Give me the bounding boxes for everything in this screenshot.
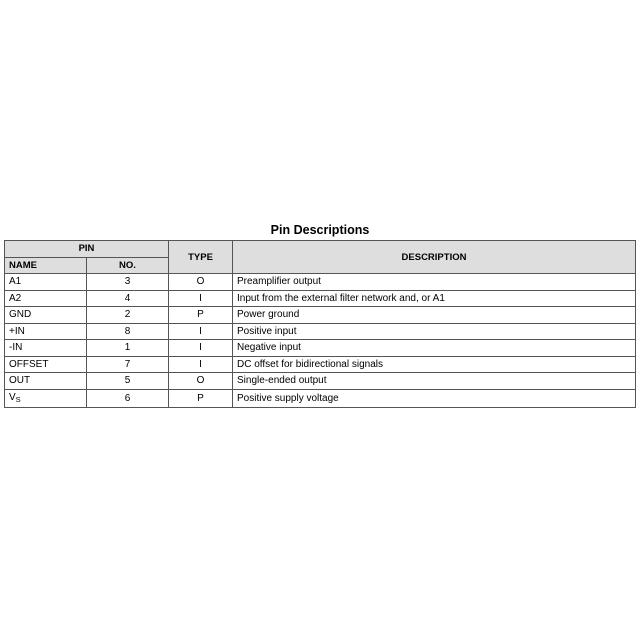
pin-name: OFFSET: [5, 356, 87, 373]
header-description: DESCRIPTION: [233, 241, 636, 274]
pin-number: 1: [87, 340, 169, 357]
table-title: Pin Descriptions: [270, 223, 370, 237]
pin-description: Power ground: [233, 307, 636, 324]
pin-description: Input from the external filter network and, or A1: [233, 290, 636, 307]
pin-name: [5, 389, 87, 407]
pin-number: 5: [87, 373, 169, 390]
pin-number: 4: [87, 290, 169, 307]
pin-name-subscript: S: [15, 394, 21, 404]
pin-description: Positive supply voltage: [233, 389, 636, 407]
pin-type: P: [169, 389, 233, 407]
table-row: [5, 373, 636, 390]
table-row: [5, 356, 636, 373]
table-row: [5, 274, 636, 291]
header-name: NAME: [5, 257, 87, 274]
table-row: [5, 323, 636, 340]
pin-type: P: [169, 307, 233, 324]
pin-description: Single-ended output: [233, 373, 636, 390]
pin-description: Positive input: [233, 323, 636, 340]
pin-type: I: [169, 340, 233, 357]
pin-name: OUT: [5, 373, 87, 390]
pin-number: 6: [87, 389, 169, 407]
pin-name: A1: [5, 274, 87, 291]
pin-description: Negative input: [233, 340, 636, 357]
pin-type: O: [169, 274, 233, 291]
pin-type: I: [169, 290, 233, 307]
pin-number: 2: [87, 307, 169, 324]
header-type: TYPE: [169, 241, 233, 274]
pin-descriptions-table: [4, 240, 636, 408]
table-row: [5, 389, 636, 407]
pin-name: -IN: [5, 340, 87, 357]
header-no: NO.: [87, 257, 169, 274]
table-row: [5, 290, 636, 307]
pin-description: Preamplifier output: [233, 274, 636, 291]
pin-name: +IN: [5, 323, 87, 340]
header-pin: PIN: [5, 241, 169, 258]
pin-type: I: [169, 356, 233, 373]
pin-description: DC offset for bidirectional signals: [233, 356, 636, 373]
pin-number: 7: [87, 356, 169, 373]
table-row: [5, 307, 636, 324]
pin-type: I: [169, 323, 233, 340]
pin-name: GND: [5, 307, 87, 324]
table-row: [5, 340, 636, 357]
pin-type: O: [169, 373, 233, 390]
pin-number: 8: [87, 323, 169, 340]
pin-name-main: V: [9, 391, 16, 403]
pin-name: A2: [5, 290, 87, 307]
pin-number: 3: [87, 274, 169, 291]
